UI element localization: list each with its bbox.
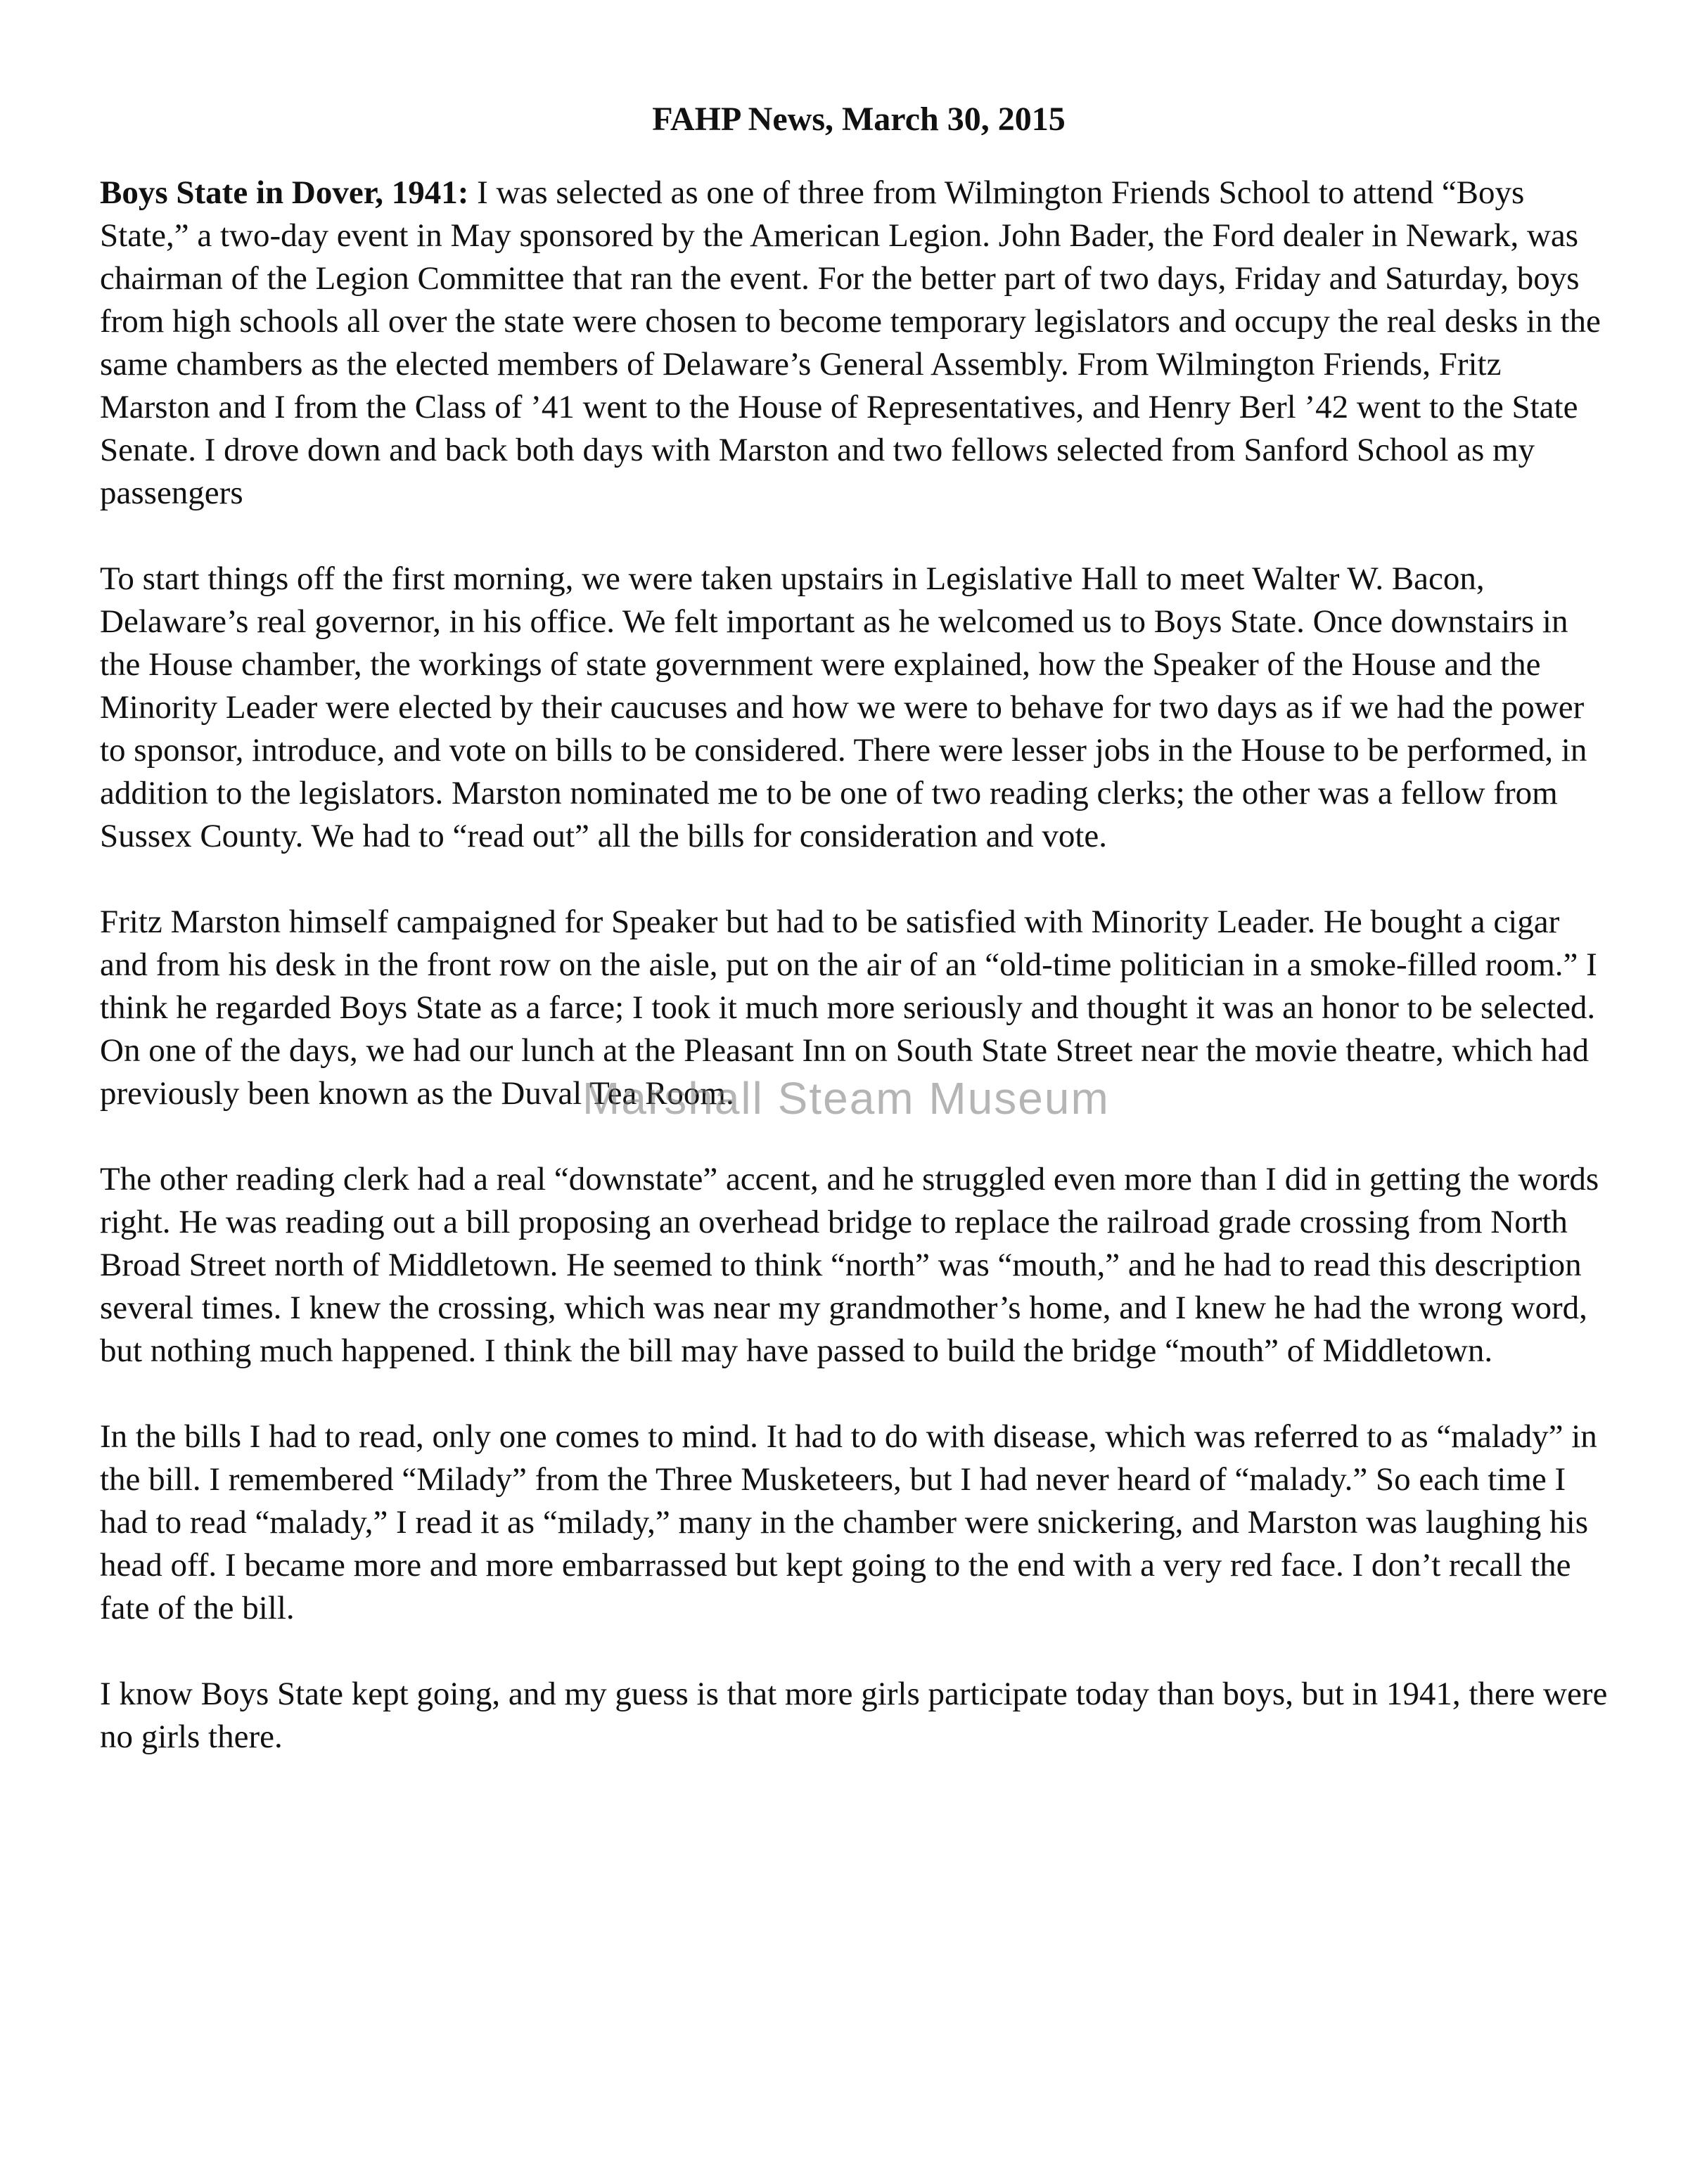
document-page [100, 98, 1612, 1801]
paragraph-6 [100, 1673, 1612, 1759]
paragraph-5 [100, 1415, 1612, 1630]
watermark-text: Marshall Steam Museum [582, 1073, 1110, 1124]
paragraph-4 [100, 1158, 1612, 1373]
paragraph-1 [100, 172, 1612, 515]
paragraph-text: The other reading clerk had a real “downstate” accent, and he struggled even more than I did in getting the words right. He was reading out a bill proposing an overhead bridge to replace the railroad grade crossing from North Broad Street north of Middletown. He seemed to think “north” was “mouth,” and he had to read this description several times. I knew the crossing, which was near my grandmother’s home, and I knew he had the wrong word, but nothing much happened. I think the bill may have passed to build the bridge “mouth” of Middletown. [100, 1161, 1599, 1369]
paragraph-text: Fritz Marston himself campaigned for Speaker but had to be satisfied with Minority Leader. He bought a cigar and from his desk in the front row on the aisle, put on the air of an “old-time politician in a smoke-filled room.” I think he regarded Boys State as a farce; I took it much more seriously and thought it was an honor to be selected. On one of the days, we had our lunch at the Pleasant Inn on South State Street near the movie theatre, which had previously been known as the Duval Tea Room. [100, 904, 1597, 1112]
paragraph-heading: Boys State in Dover, 1941: [100, 174, 469, 211]
paragraph-text: To start things off the first morning, we were taken upstairs in Legislative Hall to meet Walter W. Bacon, Delaware’s real governor, in his office. We felt important as he welcomed us to Boys State. Once downstairs in the House chamber, the workings of state government were explained, how the Speaker of the House and the Minority Leader were elected by their caucuses and how we were to behave for two days as if we had the power to sponsor, introduce, and vote on bills to be considered. There were lesser jobs in the House to be performed, in addition to the legislators. Marston nominated me to be one of two reading clerks; the other was a fellow from Sussex County. We had to “read out” all the bills for consideration and vote. [100, 560, 1587, 854]
paragraph-text: I know Boys State kept going, and my guess is that more girls participate today than boys, but in 1941, there were no girls there. [100, 1676, 1608, 1755]
paragraph-2 [100, 558, 1612, 858]
paragraph-text: I was selected as one of three from Wilmington Friends School to attend “Boys State,” a two-day event in May sponsored by the American Legion. John Bader, the Ford dealer in Newark, was chairman of the Legion Committee that ran the event. For the better part of two days, Friday and Saturday, boys from high schools all over the state were chosen to become temporary legislators and occupy the real desks in the same chambers as the elected members of Delaware’s General Assembly. From Wilmington Friends, Fritz Marston and I from the Class of ’41 went to the House of Representatives, and Henry Berl ’42 went to the State Senate. I drove down and back both days with Marston and two fellows selected from Sanford School as my passengers [100, 174, 1601, 511]
paragraph-text: In the bills I had to read, only one comes to mind. It had to do with disease, which was referred to as “malady” in the bill. I remembered “Milady” from the Three Musketeers, but I had never heard of “malady.” So each time I had to read “malady,” I read it as “milady,” many in the chamber were snickering, and Marston was laughing his head off. I became more and more embarrassed but kept going to the end with a very red face. I don’t recall the fate of the bill. [100, 1418, 1597, 1626]
page-title: FAHP News, March 30, 2015 [652, 101, 1066, 138]
